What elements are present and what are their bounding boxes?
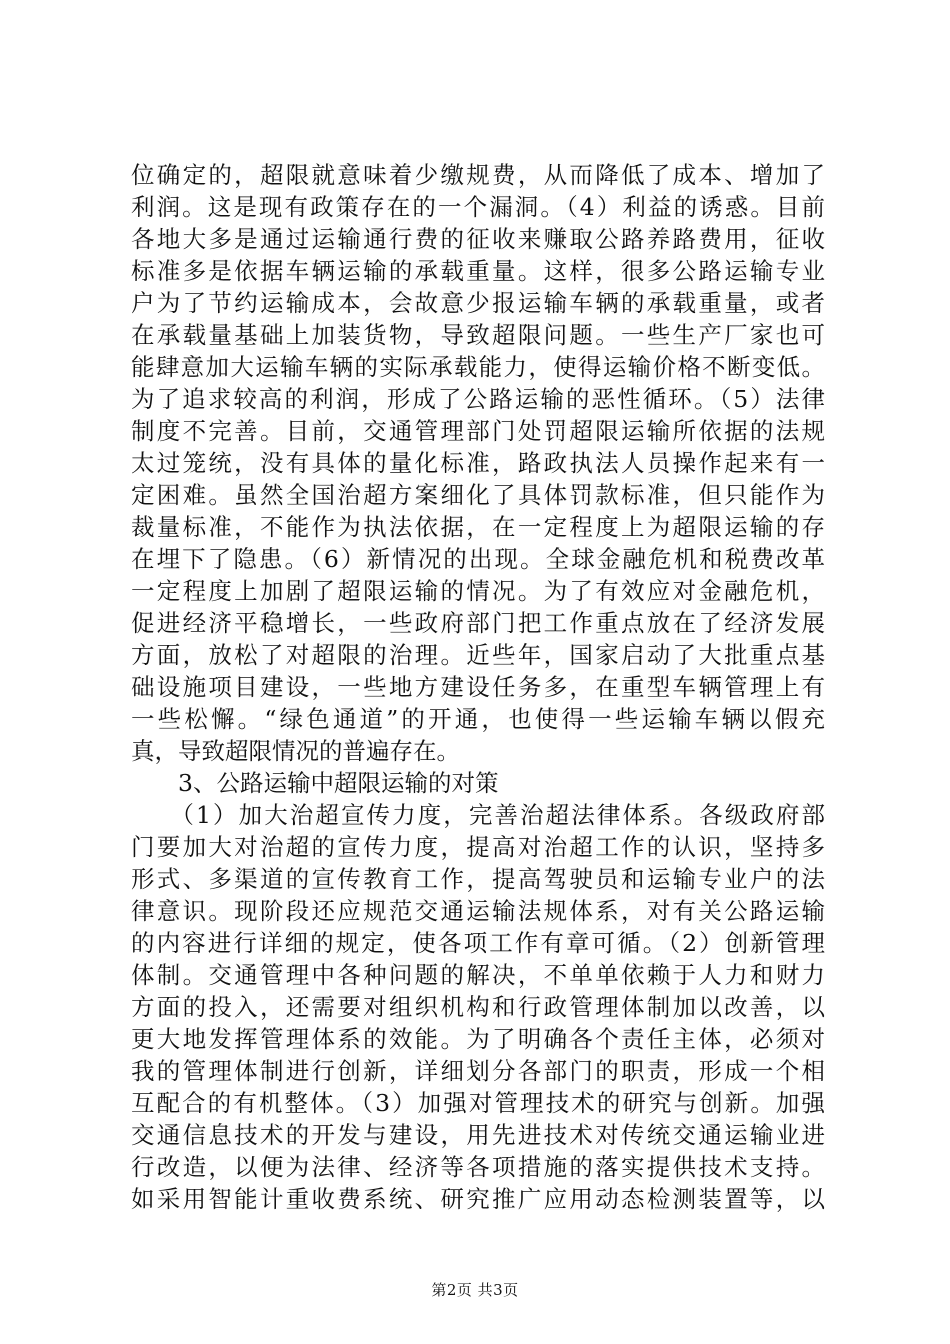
section-heading: 3、公路运输中超限运输的对策 [131, 769, 499, 797]
text-line: 位确定的，超限就意味着少缴规费，从而降低了成本、增加了 [131, 161, 825, 189]
text-line: 在埋下了隐患。（6）新情况的出现。全球金融危机和税费改革 [131, 545, 825, 573]
text-line: 真，导致超限情况的普遍存在。 [131, 737, 460, 765]
text-line: 门要加大对治超的宣传力度，提高对治超工作的认识，坚持多 [131, 833, 825, 861]
text-line: （1）加大治超宣传力度，完善治超法律体系。各级政府部 [131, 801, 825, 829]
text-line: 如采用智能计重收费系统、研究推广应用动态检测装置等，以 [131, 1185, 825, 1213]
text-line: 能肆意加大运输车辆的实际承载能力，使得运输价格不断变低。 [131, 353, 825, 381]
text-line: 方面的投入，还需要对组织机构和行政管理体制加以改善，以 [131, 993, 825, 1021]
text-line: 裁量标准，不能作为执法依据，在一定程度上为超限运输的存 [131, 513, 825, 541]
text-line: 形式、多渠道的宣传教育工作，提高驾驶员和运输专业户的法 [131, 865, 825, 893]
text-line: 一些松懈。“绿色通道”的开通，也使得一些运输车辆以假充 [131, 705, 825, 733]
text-line: 户为了节约运输成本，会故意少报运输车辆的承载重量，或者 [131, 289, 825, 317]
text-line: 我的管理体制进行创新，详细划分各部门的职责，形成一个相 [131, 1057, 825, 1085]
text-line: 在承载量基础上加装货物，导致超限问题。一些生产厂家也可 [131, 321, 825, 349]
text-line: 一定程度上加剧了超限运输的情况。为了有效应对金融危机， [131, 577, 825, 605]
text-line: 标准多是依据车辆运输的承载重量。这样，很多公路运输专业 [131, 257, 825, 285]
text-line: 的内容进行详细的规定，使各项工作有章可循。（2）创新管理 [131, 929, 825, 957]
body-text [131, 159, 825, 1215]
text-line: 方面，放松了对超限的治理。近些年，国家启动了大批重点基 [131, 641, 825, 669]
text-line: 定困难。虽然全国治超方案细化了具体罚款标准，但只能作为 [131, 481, 825, 509]
text-line: 各地大多是通过运输通行费的征收来赚取公路养路费用，征收 [131, 225, 825, 253]
text-line: 更大地发挥管理体系的效能。为了明确各个责任主体，必须对 [131, 1025, 825, 1053]
text-line: 律意识。现阶段还应规范交通运输法规体系，对有关公路运输 [131, 897, 825, 925]
text-line: 为了追求较高的利润，形成了公路运输的恶性循环。（5）法律 [131, 385, 825, 413]
text-line: 太过笼统，没有具体的量化标准，路政执法人员操作起来有一 [131, 449, 825, 477]
text-line: 互配合的有机整体。（3）加强对管理技术的研究与创新。加强 [131, 1089, 825, 1117]
page-number-footer: 第2页 共3页 [431, 1281, 519, 1299]
text-line: 交通信息技术的开发与建设，用先进技术对传统交通运输业进 [131, 1121, 825, 1149]
text-line: 制度不完善。目前，交通管理部门处罚超限运输所依据的法规 [131, 417, 825, 445]
text-line: 础设施项目建设，一些地方建设任务多，在重型车辆管理上有 [131, 673, 825, 701]
text-line: 促进经济平稳增长，一些政府部门把工作重点放在了经济发展 [131, 609, 825, 637]
text-line: 行改造，以便为法律、经济等各项措施的落实提供技术支持。 [131, 1153, 825, 1181]
text-line: 体制。交通管理中各种问题的解决，不单单依赖于人力和财力 [131, 961, 825, 989]
text-line: 利润。这是现有政策存在的一个漏洞。（4）利益的诱惑。目前 [131, 193, 825, 221]
